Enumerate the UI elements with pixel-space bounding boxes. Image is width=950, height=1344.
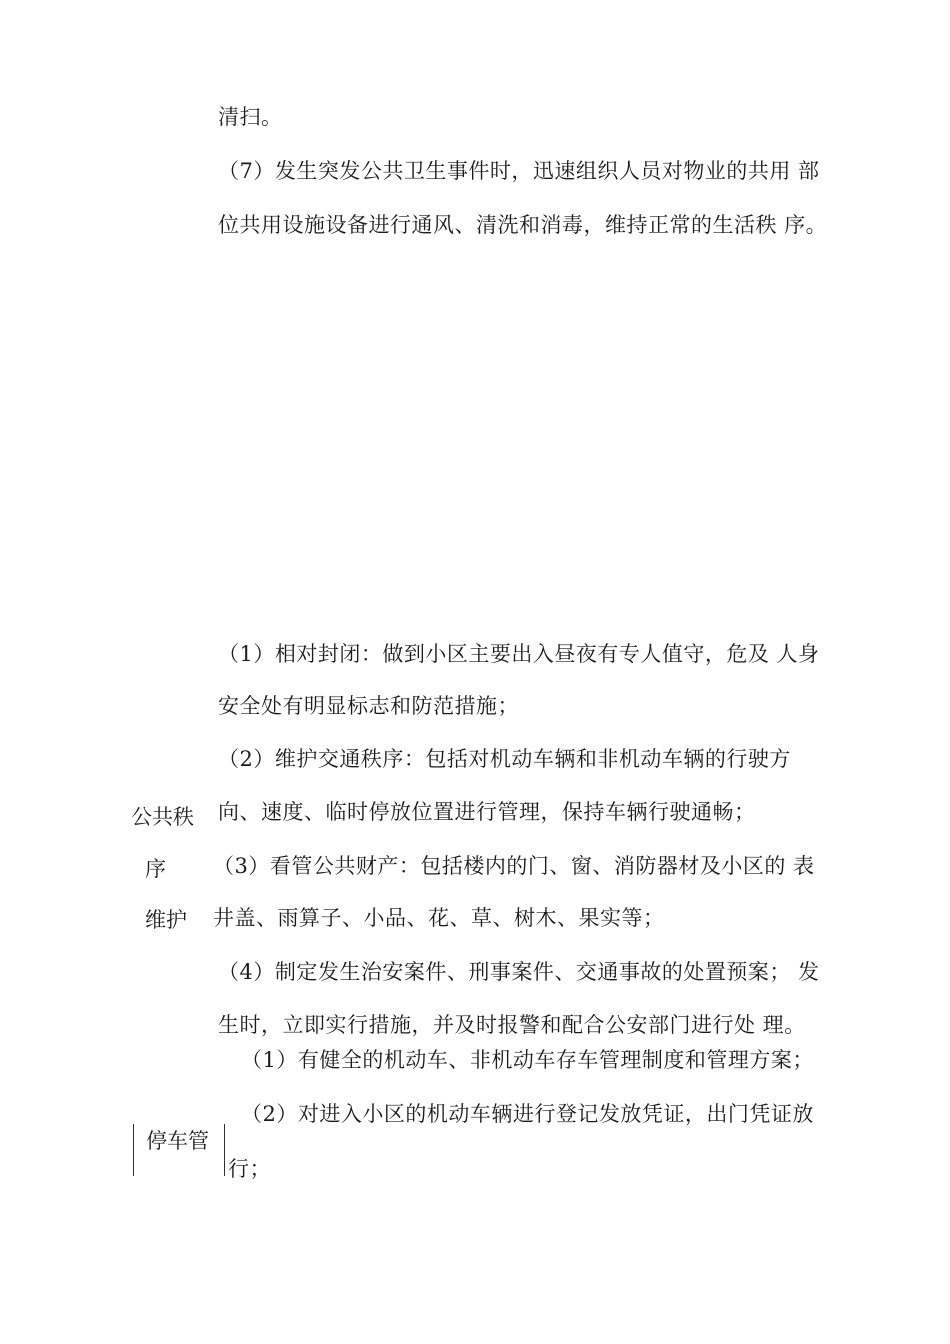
- text-line: 生时，立即实行措施，并及时报警和配合公安部门进行处 理。: [218, 1013, 806, 1037]
- public-order-label-part2: 序: [145, 857, 166, 881]
- text-line: （4）制定发生治安案件、刑事案件、交通事故的处置预案； 发: [218, 960, 820, 984]
- public-order-label-part3: 维护: [145, 908, 187, 932]
- text-line: 井盖、雨算子、小品、花、草、树木、果实等；: [213, 906, 665, 930]
- table-border-left: [133, 1124, 134, 1176]
- table-border-middle: [224, 1124, 225, 1176]
- text-line: 安全处有明显标志和防范措施；: [218, 694, 519, 718]
- text-line: 清扫。: [218, 105, 283, 129]
- text-line: （3）看管公共财产：包括楼内的门、窗、消防器材及小区的 表: [213, 854, 815, 878]
- parking-label: 停车管: [146, 1129, 209, 1153]
- text-line: （2）对进入小区的机动车辆进行登记发放凭证，出门凭证放: [241, 1102, 814, 1126]
- text-line: （1）相对封闭：做到小区主要出入昼夜有专人值守，危及 人身: [218, 642, 820, 666]
- public-order-label-part1: 公共秩: [131, 805, 194, 829]
- text-line: 行；: [228, 1157, 271, 1181]
- text-line: （7）发生突发公共卫生事件时，迅速组织人员对物业的共用 部: [218, 159, 820, 183]
- text-line: 向、速度、临时停放位置进行管理，保持车辆行驶通畅；: [218, 800, 756, 824]
- text-line: （1）有健全的机动车、非机动车存车管理制度和管理方案；: [241, 1048, 814, 1072]
- text-line: （2）维护交通秩序：包括对机动车辆和非机动车辆的行驶方: [218, 747, 791, 771]
- text-line: 位共用设施设备进行通风、清洗和消毒，维持正常的生活秩 序。: [218, 213, 828, 237]
